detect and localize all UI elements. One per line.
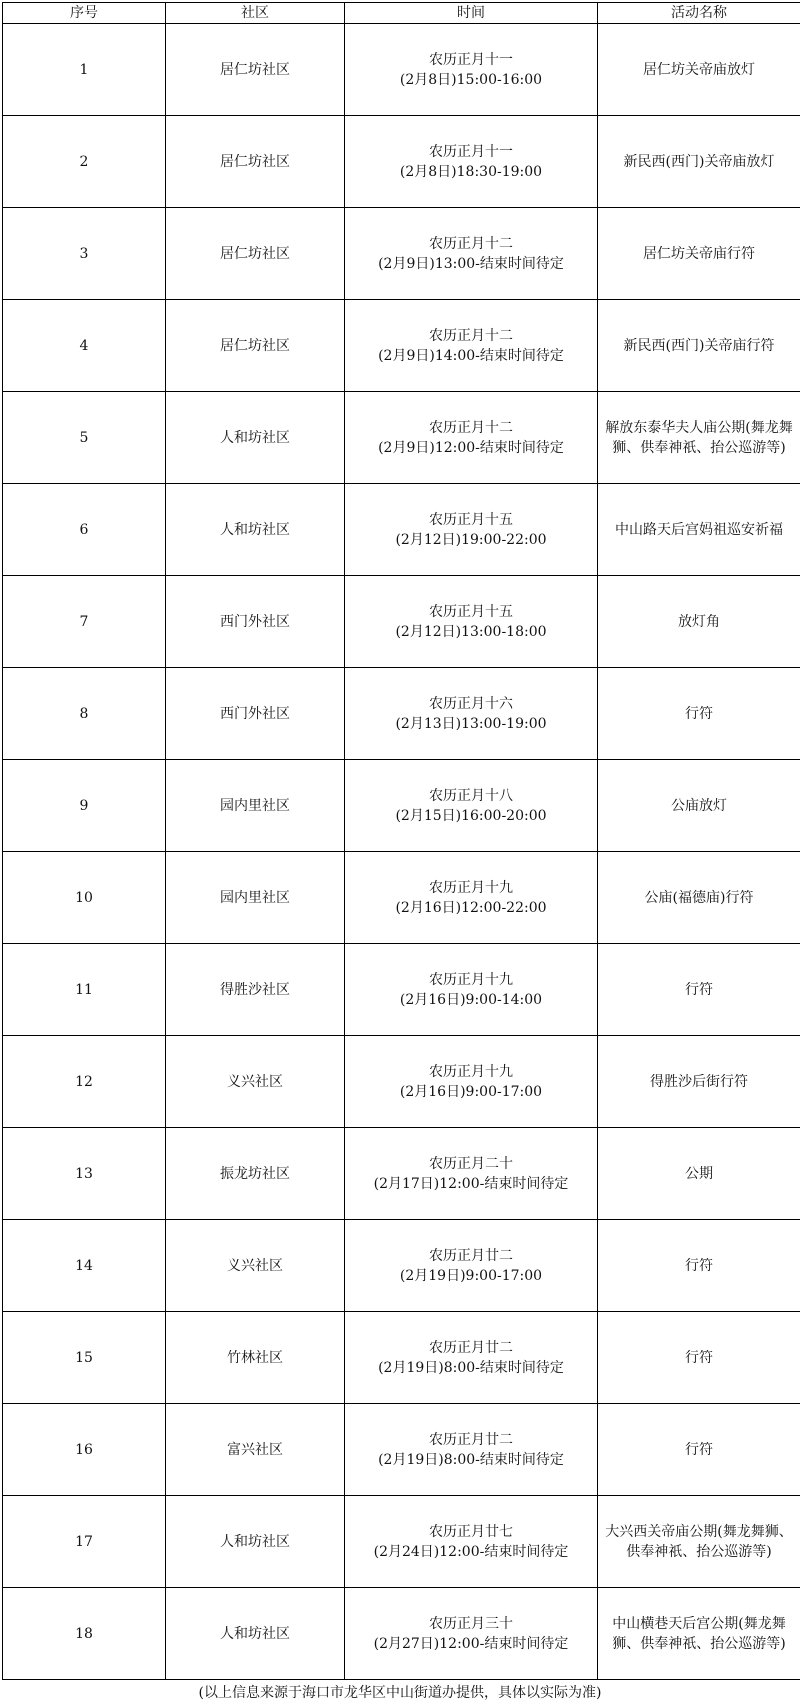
- cell-activity: 行符: [598, 944, 800, 1036]
- cell-community: 居仁坊社区: [166, 116, 345, 208]
- cell-community: 竹林社区: [166, 1312, 345, 1404]
- cell-community: 居仁坊社区: [166, 300, 345, 392]
- cell-time-lunar: 农历正月廿二: [429, 1247, 513, 1264]
- cell-time-lunar: 农历正月廿二: [429, 1339, 513, 1356]
- cell-activity: 居仁坊关帝庙放灯: [598, 24, 800, 116]
- cell-no: 3: [3, 208, 166, 300]
- cell-time-gregorian: (2月27日)12:00-结束时间待定: [373, 1635, 569, 1652]
- cell-activity: 公庙(福德庙)行符: [598, 852, 800, 944]
- cell-no: 2: [3, 116, 166, 208]
- cell-no: 7: [3, 576, 166, 668]
- cell-time-gregorian: (2月24日)12:00-结束时间待定: [373, 1543, 569, 1560]
- cell-time: [345, 484, 598, 576]
- cell-no: 17: [3, 1496, 166, 1588]
- cell-time: [345, 1588, 598, 1680]
- table-row: [3, 1036, 800, 1128]
- cell-time: [345, 1496, 598, 1588]
- table-row: [3, 300, 800, 392]
- cell-activity: 行符: [598, 1404, 800, 1496]
- cell-activity: 中山横巷天后宫公期(舞龙舞狮、供奉神祇、抬公巡游等): [598, 1588, 800, 1680]
- table-row: [3, 1128, 800, 1220]
- source-note: (以上信息来源于海口市龙华区中山街道办提供，具体以实际为准): [198, 1685, 602, 1701]
- cell-activity: 新民西(西门)关帝庙行符: [598, 300, 800, 392]
- table-body: [3, 24, 800, 1680]
- cell-activity: 居仁坊关帝庙行符: [598, 208, 800, 300]
- cell-activity: 行符: [598, 668, 800, 760]
- cell-community: 人和坊社区: [166, 1496, 345, 1588]
- cell-time-lunar: 农历正月廿二: [429, 1431, 513, 1448]
- cell-time-lunar: 农历正月十五: [429, 603, 513, 620]
- cell-time-lunar: 农历正月十九: [429, 879, 513, 896]
- table-row: [3, 760, 800, 852]
- cell-activity: 放灯角: [598, 576, 800, 668]
- cell-time-gregorian: (2月8日)15:00-16:00: [399, 71, 543, 88]
- table-row: [3, 116, 800, 208]
- table-row: [3, 944, 800, 1036]
- table-row: [3, 668, 800, 760]
- cell-no: 18: [3, 1588, 166, 1680]
- events-table: [2, 2, 800, 1680]
- cell-time-gregorian: (2月9日)14:00-结束时间待定: [378, 347, 564, 364]
- cell-time: [345, 1312, 598, 1404]
- table-row: [3, 576, 800, 668]
- header-activity: 活动名称: [598, 3, 800, 24]
- cell-time-lunar: 农历正月十九: [429, 971, 513, 988]
- table-row: [3, 208, 800, 300]
- cell-activity: 公庙放灯: [598, 760, 800, 852]
- cell-time: [345, 208, 598, 300]
- cell-time-lunar: 农历正月十八: [429, 787, 513, 804]
- cell-no: 10: [3, 852, 166, 944]
- cell-no: 12: [3, 1036, 166, 1128]
- cell-time-gregorian: (2月16日)9:00-14:00: [399, 991, 543, 1008]
- cell-community: 得胜沙社区: [166, 944, 345, 1036]
- cell-community: 人和坊社区: [166, 1588, 345, 1680]
- cell-time: [345, 852, 598, 944]
- cell-community: 居仁坊社区: [166, 24, 345, 116]
- cell-time-gregorian: (2月19日)8:00-结束时间待定: [378, 1451, 564, 1468]
- cell-activity: 新民西(西门)关帝庙放灯: [598, 116, 800, 208]
- table-row: [3, 1312, 800, 1404]
- header-no: 序号: [3, 3, 166, 24]
- cell-community: 居仁坊社区: [166, 208, 345, 300]
- cell-no: 6: [3, 484, 166, 576]
- table-row: [3, 484, 800, 576]
- table-row: [3, 24, 800, 116]
- cell-community: 西门外社区: [166, 576, 345, 668]
- cell-time-lunar: 农历正月十二: [429, 235, 513, 252]
- header-time: 时间: [345, 3, 598, 24]
- cell-time-gregorian: (2月17日)12:00-结束时间待定: [373, 1175, 569, 1192]
- cell-no: 16: [3, 1404, 166, 1496]
- cell-time-gregorian: (2月9日)12:00-结束时间待定: [378, 439, 564, 456]
- cell-time: [345, 576, 598, 668]
- cell-time: [345, 116, 598, 208]
- cell-community: 振龙坊社区: [166, 1128, 345, 1220]
- cell-community: 园内里社区: [166, 760, 345, 852]
- cell-community: 富兴社区: [166, 1404, 345, 1496]
- cell-activity: 中山路天后宫妈祖巡安祈福: [598, 484, 800, 576]
- cell-no: 11: [3, 944, 166, 1036]
- cell-time: [345, 1036, 598, 1128]
- cell-time-gregorian: (2月19日)9:00-17:00: [399, 1267, 543, 1284]
- cell-time-lunar: 农历正月十二: [429, 327, 513, 344]
- cell-time-lunar: 农历正月廿七: [429, 1523, 513, 1540]
- cell-time: [345, 668, 598, 760]
- cell-no: 5: [3, 392, 166, 484]
- cell-time-gregorian: (2月13日)13:00-19:00: [395, 715, 547, 732]
- cell-community: 义兴社区: [166, 1220, 345, 1312]
- cell-time: [345, 300, 598, 392]
- cell-time: [345, 1404, 598, 1496]
- cell-activity: 解放东泰华夫人庙公期(舞龙舞狮、供奉神祇、抬公巡游等): [598, 392, 800, 484]
- cell-community: 人和坊社区: [166, 392, 345, 484]
- header-community: 社区: [166, 3, 345, 24]
- cell-no: 9: [3, 760, 166, 852]
- cell-no: 8: [3, 668, 166, 760]
- cell-time-gregorian: (2月9日)13:00-结束时间待定: [378, 255, 564, 272]
- cell-time-lunar: 农历正月二十: [429, 1155, 513, 1172]
- cell-time-lunar: 农历正月十一: [429, 143, 513, 160]
- cell-community: 西门外社区: [166, 668, 345, 760]
- cell-no: 4: [3, 300, 166, 392]
- cell-activity: 得胜沙后街行符: [598, 1036, 800, 1128]
- cell-no: 1: [3, 24, 166, 116]
- cell-time-lunar: 农历正月十五: [429, 511, 513, 528]
- cell-time: [345, 1220, 598, 1312]
- cell-time-gregorian: (2月12日)19:00-22:00: [395, 531, 547, 548]
- cell-time: [345, 760, 598, 852]
- table-row: [3, 1588, 800, 1680]
- cell-time-lunar: 农历正月三十: [429, 1615, 513, 1632]
- cell-time: [345, 392, 598, 484]
- table-row: [3, 1496, 800, 1588]
- cell-time-gregorian: (2月15日)16:00-20:00: [395, 807, 547, 824]
- cell-no: 15: [3, 1312, 166, 1404]
- cell-no: 14: [3, 1220, 166, 1312]
- cell-activity: 行符: [598, 1312, 800, 1404]
- cell-time-lunar: 农历正月十九: [429, 1063, 513, 1080]
- cell-time-lunar: 农历正月十二: [429, 419, 513, 436]
- cell-time-gregorian: (2月19日)8:00-结束时间待定: [378, 1359, 564, 1376]
- cell-community: 园内里社区: [166, 852, 345, 944]
- cell-time-gregorian: (2月16日)9:00-17:00: [399, 1083, 543, 1100]
- cell-activity: 行符: [598, 1220, 800, 1312]
- cell-time-lunar: 农历正月十六: [429, 695, 513, 712]
- cell-time-gregorian: (2月12日)13:00-18:00: [395, 623, 547, 640]
- cell-time: [345, 944, 598, 1036]
- table-row: [3, 1404, 800, 1496]
- cell-no: 13: [3, 1128, 166, 1220]
- cell-time: [345, 1128, 598, 1220]
- cell-activity: 公期: [598, 1128, 800, 1220]
- cell-time-gregorian: (2月16日)12:00-22:00: [395, 899, 547, 916]
- table-row: [3, 852, 800, 944]
- cell-time-lunar: 农历正月十一: [429, 51, 513, 68]
- table-row: [3, 1220, 800, 1312]
- cell-activity: 大兴西关帝庙公期(舞龙舞狮、供奉神祇、抬公巡游等): [598, 1496, 800, 1588]
- table-header-row: [3, 3, 800, 24]
- cell-time-gregorian: (2月8日)18:30-19:00: [399, 163, 543, 180]
- cell-community: 义兴社区: [166, 1036, 345, 1128]
- table-row: [3, 392, 800, 484]
- cell-time: [345, 24, 598, 116]
- cell-community: 人和坊社区: [166, 484, 345, 576]
